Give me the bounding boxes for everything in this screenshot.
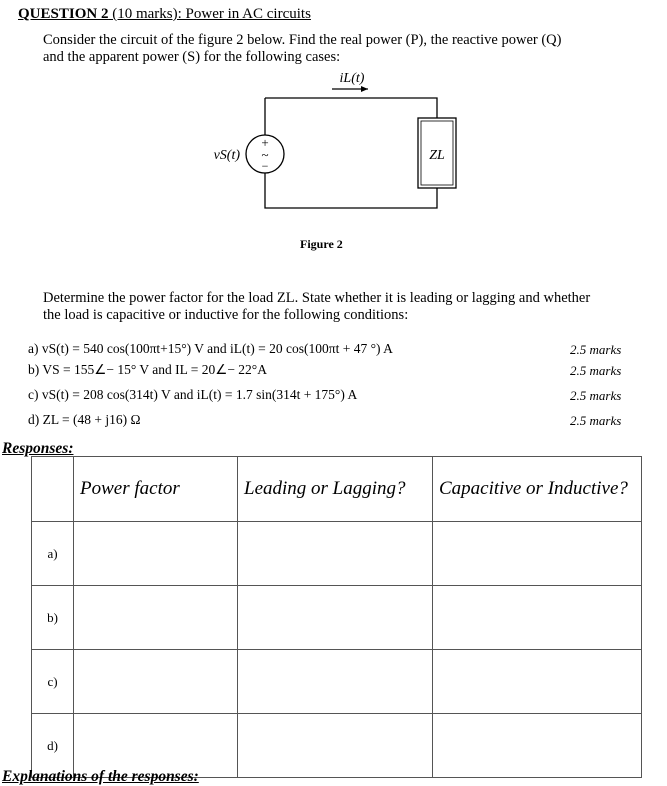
condition-a: a) vS(t) = 540 cos(100πt+15°) V and iL(t) = 20 cos(100πt + 47 °) A (28, 341, 393, 356)
header-power-factor: Power factor (74, 457, 238, 522)
header-leading-lagging: Leading or Lagging? (238, 457, 433, 522)
table-row (32, 586, 642, 650)
task-line-1: Determine the power factor for the load ZL. State whether it is leading or lagging and whether (43, 290, 591, 306)
table-header-row (32, 457, 642, 522)
bottom-wire (265, 173, 437, 208)
answer-cell-b-leading-lagging[interactable] (238, 586, 433, 650)
row-label-d: d) (32, 714, 74, 778)
current-label: iL(t) (339, 71, 365, 86)
answer-cell-c-power-factor[interactable] (74, 650, 238, 714)
row-label-a: a) (32, 522, 74, 586)
answer-cell-c-capacitive-inductive[interactable] (433, 650, 642, 714)
answer-cell-a-capacitive-inductive[interactable] (433, 522, 642, 586)
table-row (32, 522, 642, 586)
question-title: QUESTION 2 (10 marks): Power in AC circuits (18, 6, 311, 22)
table-row (32, 650, 642, 714)
answer-cell-b-power-factor[interactable] (74, 586, 238, 650)
marks-c: 2.5 marks (570, 388, 622, 403)
load-label: ZL (429, 148, 445, 163)
marks-a: 2.5 marks (570, 342, 622, 357)
responses-table (31, 456, 642, 778)
top-wire (265, 98, 437, 118)
circuit-diagram (0, 60, 667, 240)
figure-caption: Figure 2 (300, 237, 343, 251)
source-plus: + (261, 135, 269, 150)
row-label-b: b) (32, 586, 74, 650)
answer-cell-b-capacitive-inductive[interactable] (433, 586, 642, 650)
intro-line-1: Consider the circuit of the figure 2 below. Find the real power (P), the reactive power (Q) (43, 32, 562, 48)
intro-line-2: and the apparent power (S) for the following cases: (43, 49, 341, 65)
marks-d: 2.5 marks (570, 413, 622, 428)
answer-cell-a-power-factor[interactable] (74, 522, 238, 586)
condition-c: c) vS(t) = 208 cos(314t) V and iL(t) = 1.7 sin(314t + 175°) A (28, 387, 358, 402)
marks-b: 2.5 marks (570, 363, 622, 378)
condition-b: b) VS = 155∠− 15° V and IL = 20∠− 22°A (28, 362, 267, 377)
source-minus: − (261, 159, 269, 173)
task-line-2: the load is capacitive or inductive for the following conditions: (43, 307, 409, 323)
explanations-heading: Explanations of the responses: (2, 768, 199, 785)
answer-cell-a-leading-lagging[interactable] (238, 522, 433, 586)
answer-cell-d-leading-lagging[interactable] (238, 714, 433, 778)
answer-cell-c-leading-lagging[interactable] (238, 650, 433, 714)
row-label-c: c) (32, 650, 74, 714)
source-label: vS(t) (213, 148, 240, 163)
condition-d: d) ZL = (48 + j16) Ω (28, 412, 141, 427)
answer-cell-d-capacitive-inductive[interactable] (433, 714, 642, 778)
source-tilde: ~ (261, 147, 269, 162)
header-capacitive-inductive: Capacitive or Inductive? (433, 457, 642, 522)
header-blank (32, 457, 74, 522)
responses-heading: Responses: (2, 440, 74, 457)
